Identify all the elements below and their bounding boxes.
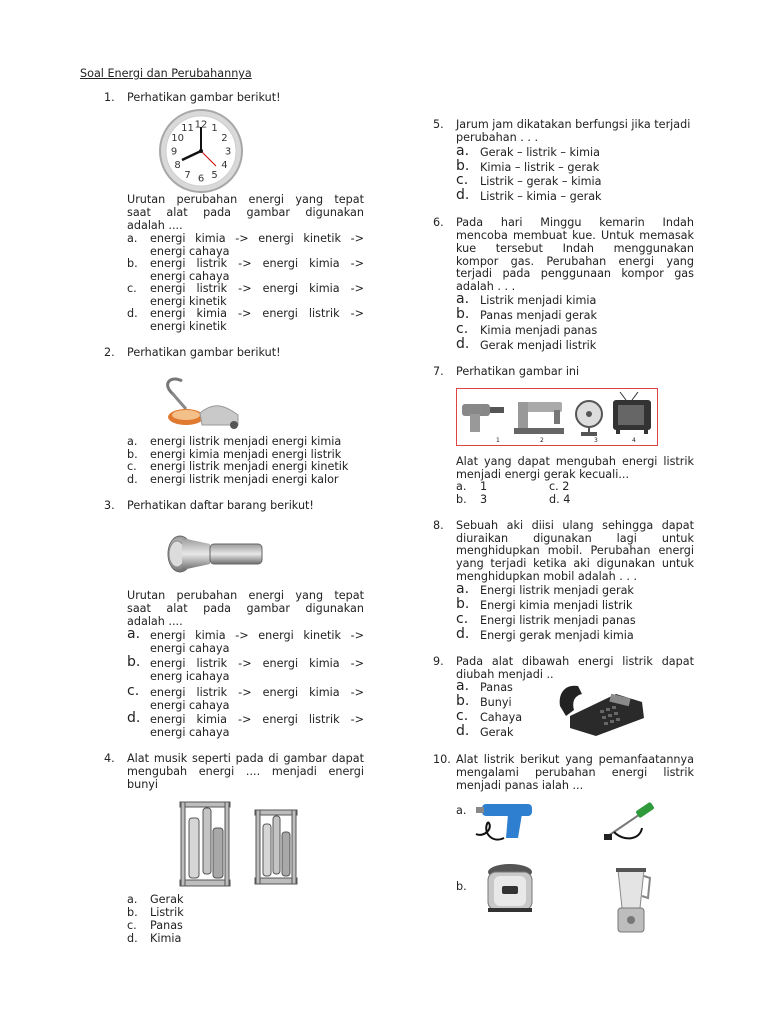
q2-option-b[interactable]: energi kimia menjadi energi listrik <box>150 448 342 461</box>
q9-option-b[interactable]: Bunyi <box>480 696 512 709</box>
q8-option-d[interactable]: Energi gerak menjadi kimia <box>480 629 634 642</box>
appliance-label-2: 2 <box>540 437 544 444</box>
q8-option-c[interactable]: Energi listrik menjadi panas <box>480 614 636 627</box>
q10-stem-line3: menjadi panas ialah ... <box>456 779 584 792</box>
q4-option-a-letter[interactable]: a. <box>127 893 138 906</box>
q3-option-d-cont: energi cahaya <box>150 726 230 739</box>
q3-stem-line3: adalah .... <box>127 615 183 628</box>
q8-option-a-letter[interactable]: a. <box>456 581 470 597</box>
q7-option-b-letter[interactable]: b. <box>456 493 467 506</box>
clock-number-4: 4 <box>221 160 228 171</box>
q3-option-c[interactable]: energi listrik -> energi kimia -> <box>150 686 364 699</box>
q3-option-d-letter[interactable]: d. <box>127 710 141 726</box>
q2-option-c[interactable]: energi listrik menjadi energi kinetik <box>150 460 349 473</box>
q1-option-d-cont: energi kinetik <box>150 320 227 333</box>
q3-option-a-cont: energi cahaya <box>150 642 230 655</box>
clock-number-1: 1 <box>211 123 218 135</box>
q9-option-d[interactable]: Gerak <box>480 726 514 739</box>
appliances-image <box>456 388 658 446</box>
q4-stem-line1: Alat musik seperti pada di gambar dapat <box>127 752 364 765</box>
q5-stem-line1: Jarum jam dikatakan berfungsi jika terjadi <box>456 118 691 131</box>
desk-telephone-image <box>556 676 648 740</box>
q9-stem-line1: Pada alat dibawah energi listrik dapat <box>456 655 694 668</box>
q5-option-d-letter[interactable]: d. <box>456 187 470 203</box>
appliance-label-1: 1 <box>496 437 500 444</box>
clock-number-8: 8 <box>174 160 181 171</box>
q7-option-c[interactable]: c. 2 <box>549 480 570 493</box>
vacuum-cleaner-image <box>152 373 244 433</box>
q3-option-b-letter[interactable]: b. <box>127 654 141 670</box>
q2-option-a-letter[interactable]: a. <box>127 435 138 448</box>
q8-option-d-letter[interactable]: d. <box>456 626 470 642</box>
q1-stem-line2: saat alat pada gambar digunakan <box>127 206 364 219</box>
q6-stem-line4: kompor gas. Perubahan energi yang <box>456 255 694 268</box>
q6-stem-line3: kue tersebut Indah menggunakan <box>456 242 694 255</box>
q1-option-c-cont: energi kinetik <box>150 295 227 308</box>
q3-option-c-letter[interactable]: c. <box>127 683 140 699</box>
q8-stem-line4: yang terjadi ketika aki digunakan untuk <box>456 557 694 570</box>
soldering-iron-image[interactable] <box>600 798 664 846</box>
q9-number: 9. <box>433 655 444 668</box>
q1-option-c-letter[interactable]: c. <box>127 282 137 295</box>
q7-stem-line1: Alat yang dapat mengubah energi listrik <box>456 455 694 468</box>
clock-number-12: 12 <box>194 119 208 131</box>
q1-stem-line1: Urutan perubahan energi yang tepat <box>127 193 364 206</box>
q7-option-a-letter[interactable]: a. <box>456 480 467 493</box>
q2-text: Perhatikan gambar berikut! <box>127 346 281 359</box>
q7-option-d[interactable]: d. 4 <box>549 493 571 506</box>
q7-text: Perhatikan gambar ini <box>456 365 580 378</box>
q7-stem-line2: menjadi energi gerak kecuali... <box>456 468 630 481</box>
q9-option-d-letter[interactable]: d. <box>456 723 470 739</box>
q1-option-c[interactable]: energi listrik -> energi kimia -> <box>150 282 364 295</box>
q5-option-a[interactable]: Gerak – listrik – kimia <box>480 146 600 159</box>
clock-number-6: 6 <box>197 173 205 185</box>
q2-option-c-letter[interactable]: c. <box>127 460 137 473</box>
q4-option-b-letter[interactable]: b. <box>127 906 138 919</box>
clock-number-9: 9 <box>170 146 178 158</box>
q4-option-b[interactable]: Listrik <box>150 906 184 919</box>
q5-stem-line2: perubahan . . . <box>456 131 539 144</box>
q6-stem-line2: mencoba membuat kue. Untuk memasak <box>456 229 694 242</box>
q9-option-c[interactable]: Cahaya <box>480 711 523 724</box>
q3-option-b[interactable]: energi listrik -> energi kimia -> <box>150 657 364 670</box>
q8-number: 8. <box>433 519 444 532</box>
q7-number: 7. <box>433 365 444 378</box>
q9-option-a[interactable]: Panas <box>480 681 513 694</box>
q1-option-b[interactable]: energi listrik -> energi kimia -> <box>150 257 364 270</box>
q6-option-d[interactable]: Gerak menjadi listrik <box>480 339 597 352</box>
angklung-image <box>175 798 335 890</box>
q1-option-b-letter[interactable]: b. <box>127 257 138 270</box>
q8-option-c-letter[interactable]: c. <box>456 611 469 627</box>
q3-stem-line1: Urutan perubahan energi yang tepat <box>127 589 364 602</box>
q8-stem-line1: Sebuah aki diisi ulang sehingga dapat <box>456 519 694 532</box>
q4-option-c[interactable]: Panas <box>150 919 183 932</box>
wall-clock-image <box>158 108 244 194</box>
q6-option-c[interactable]: Kimia menjadi panas <box>480 324 598 337</box>
q6-number: 6. <box>433 216 444 229</box>
appliance-label-4: 4 <box>632 437 636 444</box>
q4-stem-line3: bunyi <box>127 778 159 791</box>
q1-option-d[interactable]: energi kimia -> energi listrik -> <box>150 307 364 320</box>
q2-option-d[interactable]: energi listrik menjadi energi kalor <box>150 473 339 486</box>
q5-option-c[interactable]: Listrik – gerak – kimia <box>480 175 602 188</box>
q4-option-d-letter[interactable]: d. <box>127 932 138 945</box>
q6-option-b-letter[interactable]: b. <box>456 306 470 322</box>
q5-number: 5. <box>433 118 444 131</box>
q4-option-d[interactable]: Kimia <box>150 932 182 945</box>
q3-number: 3. <box>104 499 115 512</box>
clock-number-7: 7 <box>184 169 191 181</box>
glue-gun-image[interactable] <box>474 798 554 846</box>
clock-number-11: 11 <box>181 123 194 135</box>
q1-number: 1. <box>104 91 115 104</box>
q8-stem-line5: menghidupkan mobil adalah . . . <box>456 570 638 583</box>
q2-option-a[interactable]: energi listrik menjadi energi kimia <box>150 435 342 448</box>
q1-stem-line3: adalah .... <box>127 219 183 232</box>
q1-option-d-letter[interactable]: d. <box>127 307 138 320</box>
q3-stem-line2: saat alat pada gambar digunakan <box>127 602 364 615</box>
clock-number-5: 5 <box>211 169 218 181</box>
q8-option-a[interactable]: Energi listrik menjadi gerak <box>480 584 634 597</box>
q4-number: 4. <box>104 752 115 765</box>
q4-option-a[interactable]: Gerak <box>150 893 184 906</box>
q3-text: Perhatikan daftar barang berikut! <box>127 499 314 512</box>
q9-option-c-letter[interactable]: c. <box>456 708 469 724</box>
q2-number: 2. <box>104 346 115 359</box>
q5-option-a-letter[interactable]: a. <box>456 143 470 159</box>
q7-option-a[interactable]: 1 <box>480 480 488 493</box>
q1-option-a[interactable]: energi kimia -> energi kinetik -> <box>150 232 364 245</box>
q2-option-d-letter[interactable]: d. <box>127 473 138 486</box>
q5-option-b[interactable]: Kimia – listrik – gerak <box>480 161 600 174</box>
q10-stem-line1: Alat listrik berikut yang pemanfaatannya <box>456 753 694 766</box>
clock-number-10: 10 <box>171 133 184 144</box>
q6-stem-line5: terjadi pada penggunaan kompor gas <box>456 267 694 280</box>
q1-text: Perhatikan gambar berikut! <box>127 91 281 104</box>
q5-option-d[interactable]: Listrik – kimia – gerak <box>480 190 602 203</box>
clock-number-2: 2 <box>221 133 228 144</box>
q1-option-a-letter[interactable]: a. <box>127 232 138 245</box>
clock-number-3: 3 <box>224 146 232 158</box>
q6-option-b[interactable]: Panas menjadi gerak <box>480 309 597 322</box>
q6-stem-line1: Pada hari Minggu kemarin Indah <box>456 216 694 229</box>
q8-option-b-letter[interactable]: b. <box>456 596 470 612</box>
q2-option-b-letter[interactable]: b. <box>127 448 138 461</box>
q9-option-b-letter[interactable]: b. <box>456 693 470 709</box>
q3-option-d[interactable]: energi kimia -> energi listrik -> <box>150 713 364 726</box>
q1-option-b-cont: energi cahaya <box>150 270 230 283</box>
q6-stem-line6: adalah . . . <box>456 280 516 293</box>
blender-image[interactable] <box>608 866 654 936</box>
q10-option-a-letter[interactable]: a. <box>456 804 467 817</box>
q10-number: 10. <box>433 753 451 766</box>
q4-option-c-letter[interactable]: c. <box>127 919 137 932</box>
q9-option-a-letter[interactable]: a. <box>456 678 470 694</box>
q10-option-b-letter[interactable]: b. <box>456 880 467 893</box>
q10-stem-line2: mengalami perubahan energi listrik <box>456 766 694 779</box>
q3-option-c-cont: energi cahaya <box>150 699 230 712</box>
q7-option-b[interactable]: 3 <box>480 493 488 506</box>
flashlight-image <box>160 530 270 580</box>
q6-option-c-letter[interactable]: c. <box>456 321 469 337</box>
q5-option-c-letter[interactable]: c. <box>456 172 469 188</box>
page-title: Soal Energi dan Perubahannya <box>80 67 252 80</box>
q5-option-b-letter[interactable]: b. <box>456 158 470 174</box>
appliance-label-3: 3 <box>594 437 598 444</box>
q8-stem-line2: diuraikan digunakan lagi untuk <box>456 532 694 545</box>
q1-option-a-cont: energi cahaya <box>150 245 230 258</box>
rice-cooker-image[interactable] <box>484 862 536 916</box>
q6-option-d-letter[interactable]: d. <box>456 336 470 352</box>
q6-option-a[interactable]: Listrik menjadi kimia <box>480 294 597 307</box>
q3-option-b-cont: energ icahaya <box>150 670 230 683</box>
q8-stem-line3: menghidupkan mobil. Perubahan energi <box>456 544 694 557</box>
q3-option-a[interactable]: energi kimia -> energi kinetik -> <box>150 629 364 642</box>
q6-option-a-letter[interactable]: a. <box>456 291 470 307</box>
q9-stem-line2: diubah menjadi .. <box>456 668 554 681</box>
q8-option-b[interactable]: Energi kimia menjadi listrik <box>480 599 633 612</box>
q3-option-a-letter[interactable]: a. <box>127 626 141 642</box>
q4-stem-line2: mengubah energi .... menjadi energi <box>127 765 364 778</box>
